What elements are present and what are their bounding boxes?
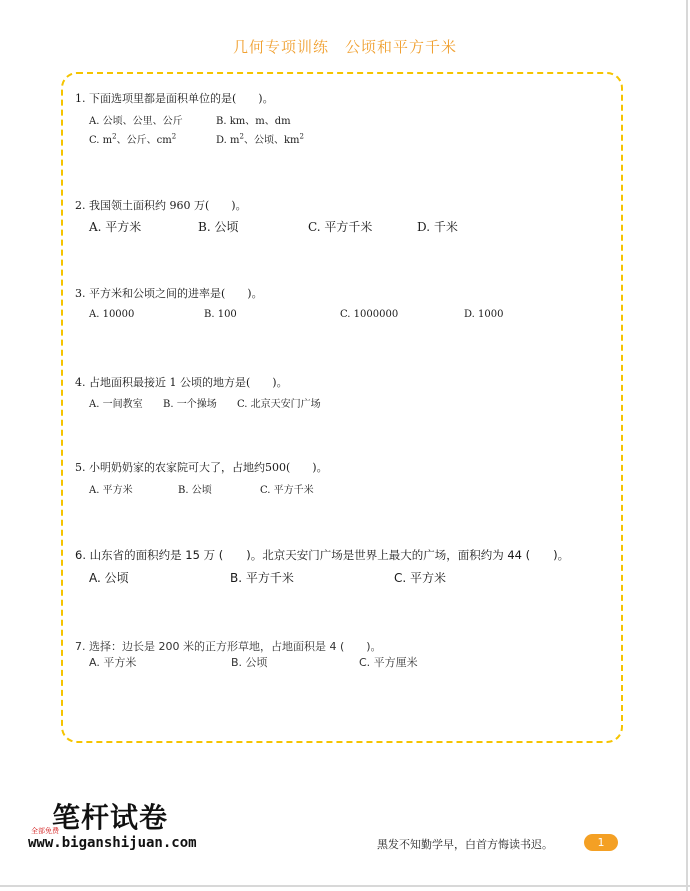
question-2-option-c[interactable]: C. 平方千米 — [308, 220, 373, 234]
question-3-option-c[interactable]: C. 1000000 — [340, 309, 399, 320]
question-6-stem: 6. 山东省的面积约是 15 万 ( )。北京天安门广场是世界上最大的广场，面积约为 44 ( )。 — [75, 548, 570, 562]
question-4-option-a[interactable]: A. 一间教室 — [89, 399, 143, 410]
question-1-option-c[interactable]: C. $m^2$、公斤、$cm^2$ — [89, 132, 177, 146]
question-1-option-b[interactable]: B. km、m、dm — [216, 116, 291, 127]
question-2-option-a[interactable]: A. 平方米 — [89, 220, 142, 234]
question-6-option-b[interactable]: B. 平方千米 — [230, 571, 294, 585]
question-5-option-b[interactable]: B. 公顷 — [178, 485, 212, 496]
question-5-option-c[interactable]: C. 平方千米 — [260, 485, 314, 496]
question-3-option-b[interactable]: B. 100 — [204, 309, 237, 320]
question-4-stem: 4. 占地面积最接近 1 公顷的地方是( )。 — [75, 376, 288, 389]
question-3-stem: 3. 平方米和公顷之间的进率是( )。 — [75, 287, 263, 300]
question-5-stem: 5. 小明奶奶家的农家院可大了，占地约500( )。 — [75, 461, 328, 474]
question-2-option-b[interactable]: B. 公顷 — [198, 220, 239, 234]
brand-free-badge: 全部免费 — [31, 827, 59, 835]
question-1-option-d[interactable]: D. $m^2$、公顷、$km^2$ — [216, 132, 304, 146]
question-2-option-d[interactable]: D. 千米 — [417, 220, 458, 234]
brand-url[interactable]: www.biganshijuan.com — [28, 835, 197, 851]
footer-quote: 黑发不知勤学早，白首方悔读书迟。 — [377, 838, 553, 851]
page-title: 几何专项训练 公顷和平方千米 — [232, 38, 457, 56]
page-number-badge: 1 — [584, 834, 618, 851]
question-4-option-c[interactable]: C. 北京天安门广场 — [237, 399, 321, 410]
question-2-stem: 2. 我国领土面积约 960 万( )。 — [75, 199, 247, 212]
question-7-option-b[interactable]: B. 公顷 — [231, 656, 268, 669]
question-7-option-a[interactable]: A. 平方米 — [89, 656, 137, 669]
question-6-option-c[interactable]: C. 平方米 — [394, 571, 447, 585]
question-4-option-b[interactable]: B. 一个操场 — [163, 399, 217, 410]
question-3-option-a[interactable]: A. 10000 — [89, 309, 135, 320]
bottom-edge-rule — [0, 885, 690, 887]
question-3-option-d[interactable]: D. 1000 — [464, 309, 504, 320]
question-7-stem: 7. 选择：边长是 200 米的正方形草地，占地面积是 4 ( )。 — [75, 640, 382, 653]
right-edge-rule — [686, 0, 688, 891]
question-1-stem: 1. 下面选项里都是面积单位的是( )。 — [75, 92, 274, 105]
question-5-option-a[interactable]: A. 平方米 — [89, 485, 133, 496]
question-1-option-a[interactable]: A. 公顷、公里、公斤 — [89, 116, 183, 127]
question-7-option-c[interactable]: C. 平方厘米 — [359, 656, 418, 669]
brand-logo-text: 笔杆试卷 — [52, 801, 169, 834]
question-6-option-a[interactable]: A. 公顷 — [89, 571, 129, 585]
